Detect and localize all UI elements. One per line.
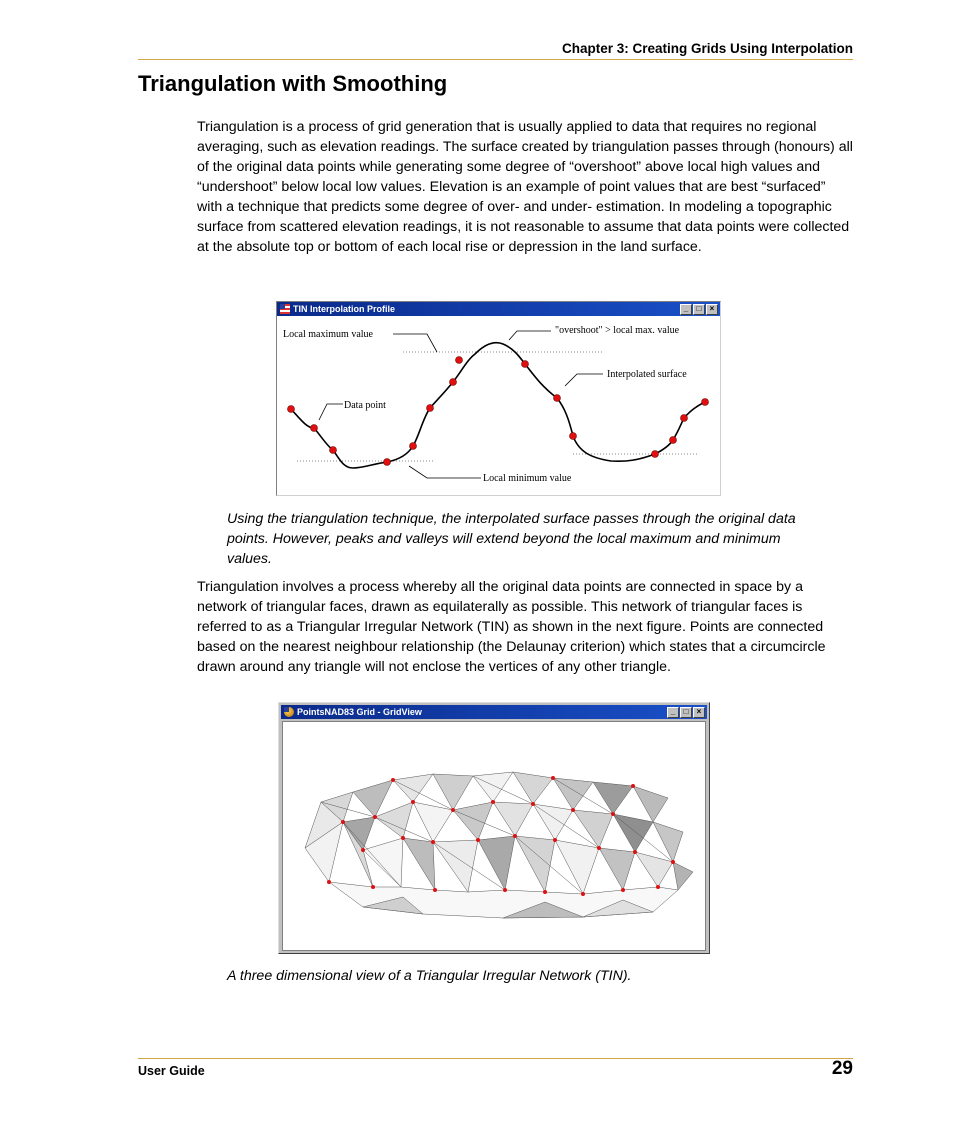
tin-vertex bbox=[551, 776, 555, 780]
tin-vertex bbox=[327, 880, 331, 884]
data-point bbox=[681, 415, 688, 422]
gridview-window bbox=[278, 702, 710, 954]
app-globe-icon bbox=[284, 707, 294, 717]
tin-vertex bbox=[633, 850, 637, 854]
tin-profile-window-title: TIN Interpolation Profile bbox=[293, 304, 396, 314]
data-point bbox=[670, 437, 677, 444]
data-point bbox=[288, 406, 295, 413]
intro-paragraph: Triangulation is a process of grid generation that is usually applied to data that requires no regional averaging, such as elevation readings. The surface created by triangulation passes through (honours) all of the original data points while generating some degree of “overshoot” above local high values and “undershoot” below local low values. Elevation is an example of point values that are best “surfaced” with a technique that predicts some degree of over- and under- estimation. In modeling a topographic surface from scattered elevation readings, it is not reasonable to assume that data points were collected at the absolute top or bottom of each local rise or depression in the land surface. bbox=[197, 119, 853, 255]
tin-vertex bbox=[431, 840, 435, 844]
footer-rule bbox=[138, 1058, 853, 1059]
data-point bbox=[311, 425, 318, 432]
gridview-window-title: PointsNAD83 Grid - GridView bbox=[297, 707, 422, 717]
data-point bbox=[554, 395, 561, 402]
data-point bbox=[427, 405, 434, 412]
data-point-leader bbox=[319, 404, 343, 420]
data-point bbox=[702, 399, 709, 406]
tin-vertex bbox=[531, 802, 535, 806]
data-point bbox=[652, 451, 659, 458]
local-min-leader bbox=[409, 466, 481, 478]
data-point-label: Data point bbox=[344, 400, 386, 411]
tin-vertex bbox=[491, 800, 495, 804]
tin-3d-view bbox=[282, 721, 706, 951]
tin-vertex bbox=[543, 890, 547, 894]
data-point bbox=[522, 361, 529, 368]
tin-vertex bbox=[611, 812, 615, 816]
local-max-label: Local maximum value bbox=[283, 329, 373, 340]
tin-vertex bbox=[621, 888, 625, 892]
tin-vertex bbox=[341, 820, 345, 824]
overshoot-label: "overshoot" > local max. value bbox=[555, 325, 680, 336]
tin-paragraph: Triangulation involves a process whereby all the original data points are connected in space by a network of triangular faces, drawn as equilaterally as possible. This network of triangular faces is referred to as a Triangular Irregular Network (TIN) as shown in the next figure. Points are connected based on the nearest neighbour relationship (the Delaunay criterion) which states that a circumcircle drawn around any triangle will not enclose the vertices of any other triangle. bbox=[197, 579, 826, 675]
tin-vertex bbox=[401, 836, 405, 840]
gridview-titlebar bbox=[281, 705, 707, 719]
figure1-caption: Using the triangulation technique, the interpolated surface passes through the original data points. However, peaks and valleys will extend beyond the local maximum and minimum values. bbox=[227, 511, 796, 567]
data-point bbox=[450, 379, 457, 386]
tin-vertex bbox=[476, 838, 480, 842]
app-flag-icon bbox=[280, 304, 290, 314]
local-max-leader bbox=[393, 334, 437, 352]
local-min-label: Local minimum value bbox=[483, 473, 572, 484]
tin-vertex bbox=[451, 808, 455, 812]
tin-profile-window bbox=[276, 301, 721, 496]
minimize-button[interactable]: _ bbox=[680, 304, 692, 315]
maximize-button[interactable]: □ bbox=[680, 707, 692, 718]
tin-vertex bbox=[581, 892, 585, 896]
tin-vertex bbox=[433, 888, 437, 892]
tin-vertex bbox=[503, 888, 507, 892]
tin-vertex bbox=[371, 885, 375, 889]
tin-profile-titlebar bbox=[277, 302, 720, 316]
tin-vertex bbox=[411, 800, 415, 804]
figure2-caption: A three dimensional view of a Triangular Irregular Network (TIN). bbox=[227, 968, 632, 984]
tin-vertex bbox=[373, 815, 377, 819]
tin-vertex bbox=[513, 834, 517, 838]
tin-vertex bbox=[553, 838, 557, 842]
data-point bbox=[410, 443, 417, 450]
tin-vertex bbox=[671, 860, 675, 864]
data-point bbox=[330, 447, 337, 454]
maximize-button[interactable]: □ bbox=[693, 304, 705, 315]
overshoot-leader bbox=[509, 331, 551, 340]
interpolated-leader bbox=[565, 374, 603, 386]
tin-vertex bbox=[361, 848, 365, 852]
interpolated-label: Interpolated surface bbox=[607, 369, 687, 380]
close-button[interactable]: × bbox=[706, 304, 718, 315]
data-point bbox=[384, 459, 391, 466]
data-point bbox=[570, 433, 577, 440]
tin-vertex bbox=[571, 808, 575, 812]
footer-label: User Guide bbox=[138, 1064, 205, 1078]
tin-vertex bbox=[597, 846, 601, 850]
chapter-header: Chapter 3: Creating Grids Using Interpolation bbox=[561, 41, 853, 56]
profile-plot bbox=[277, 316, 720, 495]
tin-vertex bbox=[391, 778, 395, 782]
minimize-button[interactable]: _ bbox=[667, 707, 679, 718]
data-point bbox=[456, 357, 463, 364]
tin-vertex bbox=[656, 885, 660, 889]
page-title: Triangulation with Smoothing bbox=[138, 71, 448, 96]
page-number: 29 bbox=[831, 1058, 853, 1079]
tin-vertex bbox=[631, 784, 635, 788]
header-rule bbox=[138, 59, 853, 60]
close-button[interactable]: × bbox=[693, 707, 705, 718]
